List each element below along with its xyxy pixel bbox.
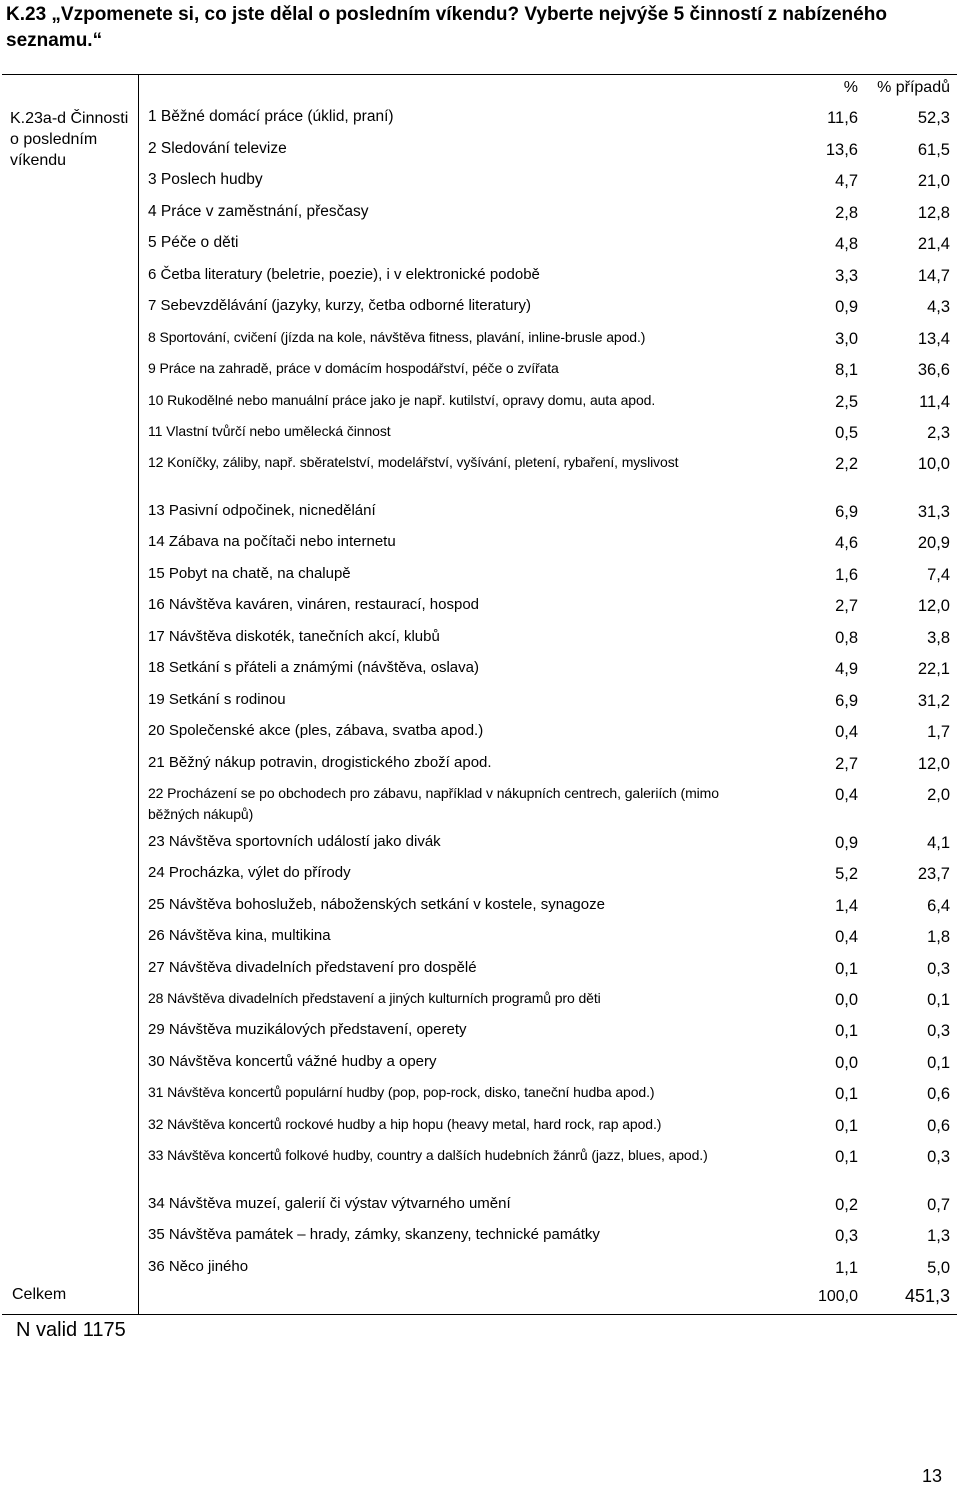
row-label: 31 Návštěva koncertů populární hudby (pop, pop-rock, disko, taneční hudba apod.) (148, 1084, 655, 1100)
column-divider (138, 74, 139, 1314)
row-cases: 0,1 (927, 991, 950, 1009)
row-pct: 0,1 (835, 1117, 858, 1135)
row-cases: 14,7 (917, 267, 950, 285)
row-label: 9 Práce na zahradě, práce v domácím hospodářství, péče o zvířata (148, 360, 559, 376)
row-pct: 4,7 (835, 172, 858, 190)
row-cases: 0,1 (927, 1054, 950, 1072)
row-label: 4 Práce v zaměstnání, přesčasy (148, 203, 369, 220)
row-label: 32 Návštěva koncertů rockové hudby a hip hopu (heavy metal, hard rock, rap apod.) (148, 1116, 662, 1132)
row-cases: 2,0 (927, 786, 950, 804)
row-pct: 0,4 (835, 786, 858, 804)
row-label: 19 Setkání s rodinou (148, 691, 286, 708)
row-label: 22 Procházení se po obchodech pro zábavu, například v nákupních centrech, galeriích (mimo běžných nákupů) (148, 785, 719, 822)
row-cases: 22,1 (917, 660, 950, 678)
row-cases: 7,4 (927, 566, 950, 584)
total-pct: 100,0 (817, 1288, 858, 1305)
total-label: Celkem (12, 1286, 67, 1303)
row-label: 8 Sportování, cvičení (jízda na kole, návštěva fitness, plavání, inline-brusle apod.) (148, 329, 646, 345)
row-label: 6 Četba literatury (beletrie, poezie), i v elektronické podobě (148, 266, 540, 283)
row-label: 20 Společenské akce (ples, zábava, svatba apod.) (148, 722, 484, 739)
row-pct: 0,4 (835, 723, 858, 741)
page-number: 13 (922, 1466, 943, 1486)
row-pct: 0,1 (835, 1022, 858, 1040)
row-label: 7 Sebevzdělávání (jazyky, kurzy, četba odborné literatury) (148, 297, 531, 314)
row-cases: 1,8 (927, 928, 950, 946)
row-pct: 6,9 (835, 692, 858, 710)
row-pct: 2,7 (835, 755, 858, 773)
row-cases: 20,9 (917, 534, 950, 552)
row-pct: 0,4 (835, 928, 858, 946)
row-label: 16 Návštěva kaváren, vináren, restaurací, hospod (148, 596, 480, 613)
row-cases: 36,6 (917, 361, 950, 379)
row-cases: 12,8 (917, 204, 950, 222)
row-cases: 1,3 (927, 1227, 950, 1245)
row-pct: 0,1 (835, 1148, 858, 1166)
row-label: 36 Něco jiného (148, 1258, 249, 1275)
row-label: 30 Návštěva koncertů vážné hudby a opery (148, 1053, 437, 1070)
row-pct: 0,8 (835, 629, 858, 647)
row-pct: 0,9 (835, 298, 858, 316)
row-cases: 23,7 (917, 865, 950, 883)
row-cases: 21,0 (917, 172, 950, 190)
row-pct: 0,9 (835, 834, 858, 852)
row-label: 11 Vlastní tvůrčí nebo umělecká činnost (148, 423, 391, 439)
row-pct: 5,2 (835, 865, 858, 883)
row-cases: 0,3 (927, 1148, 950, 1166)
row-label: 21 Běžný nákup potravin, drogistického zboží apod. (148, 754, 492, 771)
row-pct: 1,6 (835, 566, 858, 584)
row-pct: 1,4 (835, 897, 858, 915)
row-label: 24 Procházka, výlet do přírody (148, 864, 351, 881)
row-pct: 8,1 (835, 361, 858, 379)
row-pct: 0,3 (835, 1227, 858, 1245)
row-cases: 31,3 (917, 503, 950, 521)
row-pct: 2,2 (835, 455, 858, 473)
row-label: 2 Sledování televize (148, 140, 287, 157)
row-label: 33 Návštěva koncertů folkové hudby, country a dalších hudebních žánrů (jazz, blues, apod.) (148, 1147, 708, 1163)
row-cases: 0,6 (927, 1117, 950, 1135)
row-pct: 2,5 (835, 393, 858, 411)
row-label: 18 Setkání s přáteli a známými (návštěva, oslava) (148, 659, 479, 676)
row-label: 25 Návštěva bohoslužeb, náboženských setkání v kostele, synagoze (148, 896, 605, 913)
row-pct: 4,6 (835, 534, 858, 552)
row-label: 28 Návštěva divadelních představení a jiných kulturních programů pro děti (148, 990, 601, 1006)
row-pct: 0,1 (835, 960, 858, 978)
row-cases: 13,4 (917, 330, 950, 348)
row-pct: 2,8 (835, 204, 858, 222)
total-cases: 451,3 (904, 1286, 950, 1306)
page-title: K.23 „Vzpomenete si, co jste dělal o posledním víkendu? Vyberte nejvýše 5 činností z nabízeného seznamu.“ (6, 4, 887, 51)
row-cases: 1,7 (927, 723, 950, 741)
row-pct: 6,9 (835, 503, 858, 521)
row-cases: 5,0 (927, 1259, 950, 1277)
row-pct: 4,9 (835, 660, 858, 678)
row-label: 13 Pasivní odpočinek, nicnedělání (148, 502, 376, 519)
row-cases: 4,3 (927, 298, 950, 316)
row-cases: 3,8 (927, 629, 950, 647)
row-cases: 0,3 (927, 1022, 950, 1040)
row-cases: 10,0 (917, 455, 950, 473)
row-label: 23 Návštěva sportovních událostí jako divák (148, 833, 441, 850)
row-label: 26 Návštěva kina, multikina (148, 927, 331, 944)
row-cases: 21,4 (917, 235, 950, 253)
header-cases: % případů (877, 79, 950, 96)
row-cases: 52,3 (917, 109, 950, 127)
row-label: 1 Běžné domácí práce (úklid, praní) (148, 108, 394, 125)
row-pct: 0,5 (835, 424, 858, 442)
row-cases: 12,0 (917, 597, 950, 615)
row-label: 35 Návštěva památek – hrady, zámky, skanzeny, technické památky (148, 1226, 600, 1243)
row-label: 5 Péče o děti (148, 234, 239, 251)
row-pct: 0,2 (835, 1196, 858, 1214)
row-label: 29 Návštěva muzikálových představení, operety (148, 1021, 467, 1038)
row-pct: 0,0 (835, 991, 858, 1009)
row-cases: 61,5 (917, 141, 950, 159)
row-cases: 11,4 (919, 393, 950, 411)
row-label: 17 Návštěva diskoték, tanečních akcí, klubů (148, 628, 440, 645)
row-pct: 4,8 (835, 235, 858, 253)
row-label: 3 Poslech hudby (148, 171, 263, 188)
row-pct: 3,3 (835, 267, 858, 285)
row-pct: 11,6 (827, 109, 858, 127)
row-cases: 31,2 (917, 692, 950, 710)
row-pct: 2,7 (835, 597, 858, 615)
row-pct: 13,6 (825, 141, 858, 159)
row-pct: 0,1 (835, 1085, 858, 1103)
row-cases: 4,1 (927, 834, 950, 852)
row-pct: 0,0 (835, 1054, 858, 1072)
row-pct: 1,1 (835, 1259, 858, 1277)
row-label: 27 Návštěva divadelních představení pro dospělé (148, 959, 477, 976)
row-cases: 2,3 (927, 424, 950, 442)
row-label: 12 Koníčky, záliby, např. sběratelství, modelářství, vyšívání, pletení, rybaření, myslivost (148, 454, 679, 470)
row-pct: 3,0 (835, 330, 858, 348)
row-label: 34 Návštěva muzeí, galerií či výstav výtvarného umění (148, 1195, 511, 1212)
row-label: 10 Rukodělné nebo manuální práce jako je např. kutilství, opravy domu, auta apod. (148, 392, 656, 408)
row-label: 15 Pobyt na chatě, na chalupě (148, 565, 351, 582)
question-label: K.23a-d Činnosti o posledním víkendu (10, 110, 129, 169)
row-cases: 0,7 (927, 1196, 950, 1214)
row-cases: 0,6 (927, 1085, 950, 1103)
row-label: 14 Zábava na počítači nebo internetu (148, 533, 396, 550)
row-cases: 0,3 (927, 960, 950, 978)
row-cases: 12,0 (917, 755, 950, 773)
header-pct: % (843, 79, 858, 96)
n-valid: N valid 1175 (16, 1319, 126, 1341)
row-cases: 6,4 (927, 897, 950, 915)
